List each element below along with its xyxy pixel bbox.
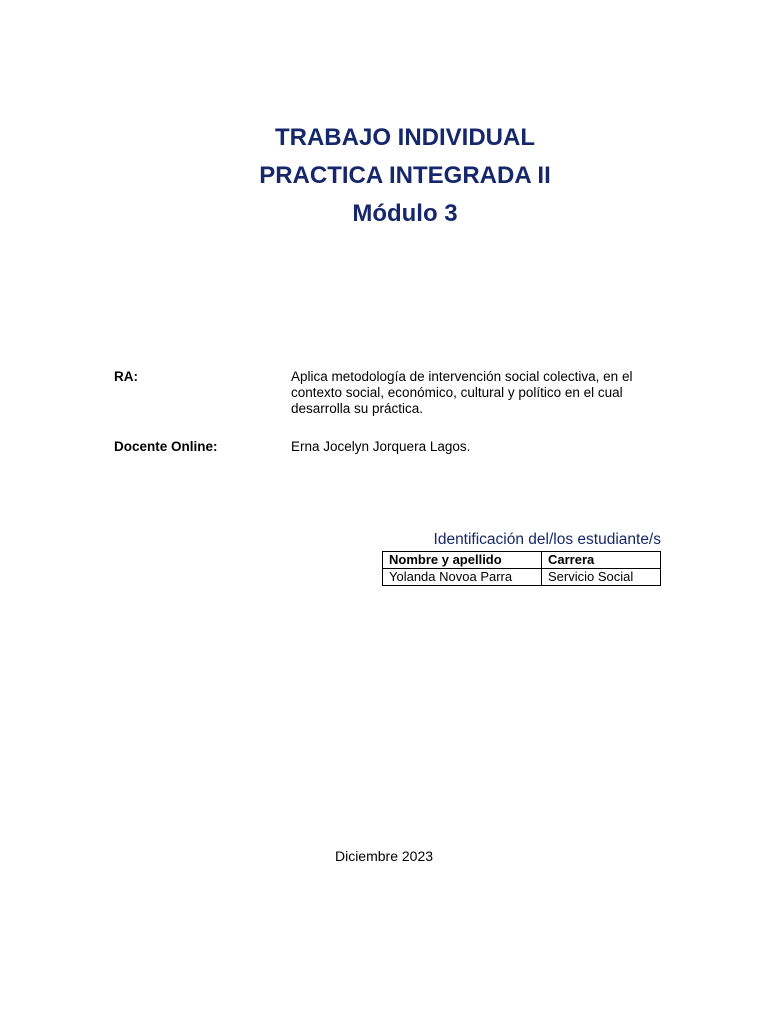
- table-header-row: [383, 552, 661, 569]
- title-line-2: PRACTICA INTEGRADA II: [259, 162, 551, 189]
- title-line-1: TRABAJO INDIVIDUAL: [274, 124, 535, 151]
- docente-value: Erna Jocelyn Jorquera Lagos.: [291, 439, 471, 454]
- docente-label: Docente Online:: [114, 439, 218, 454]
- ra-value: Aplica metodología de intervención social colectiva, en el contexto social, económico, cultural y político en el cual desarrolla su práctica.: [291, 369, 633, 416]
- students-heading: Identificación del/los estudiante/s: [433, 531, 661, 548]
- student-career-cell: Servicio Social: [542, 569, 661, 586]
- table-row: [383, 569, 661, 586]
- students-table: [382, 551, 661, 586]
- ra-label: RA:: [114, 369, 138, 384]
- document-title: [0, 119, 768, 233]
- table-header-career: Carrera: [542, 552, 661, 569]
- date-text: Diciembre 2023: [334, 848, 434, 864]
- title-line-3: Módulo 3: [352, 200, 458, 227]
- table-header-name: Nombre y apellido: [383, 552, 542, 569]
- student-name-cell: Yolanda Novoa Parra: [383, 569, 542, 586]
- document-date: [0, 848, 768, 865]
